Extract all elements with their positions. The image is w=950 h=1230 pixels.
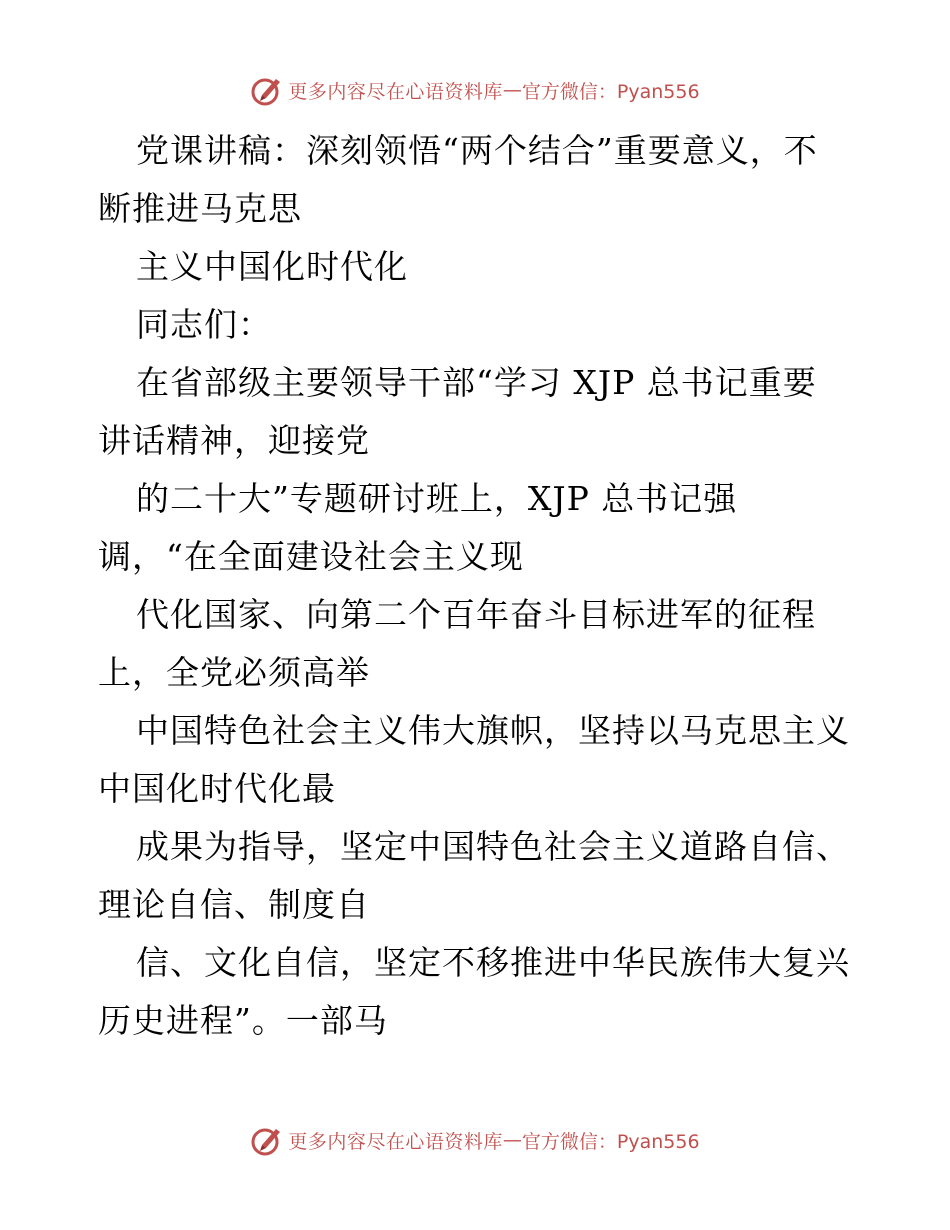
watermark-contact: 官方微信：Pyan556: [521, 80, 700, 103]
body-line: 成果为指导，坚定中国特色社会主义道路自信、: [136, 827, 850, 866]
body-line: 历史进程”。一部马: [98, 1001, 388, 1040]
body-line: 讲话精神，迎接党: [98, 421, 370, 460]
document-body: [98, 122, 858, 1050]
body-line: 理论自信、制度自: [98, 885, 370, 924]
body-line: 调，“在全面建设社会主义现: [98, 537, 524, 576]
watermark-separator: —: [502, 79, 522, 101]
body-line: 的二十大”专题研讨班上，XJP 总书记强: [136, 479, 738, 518]
footer-watermark: [0, 1120, 950, 1160]
header-watermark: [0, 70, 950, 110]
body-line: 中国特色社会主义伟大旗帜，坚持以马克思主义: [136, 711, 850, 750]
watermark-site-text: 更多内容尽在心语资料库: [288, 1130, 503, 1153]
watermark-contact: 官方微信：Pyan556: [521, 1130, 700, 1153]
body-line: 信、文化自信，坚定不移推进中华民族伟大复兴: [136, 943, 850, 982]
salutation: 同志们：: [136, 305, 272, 344]
body-line: 上，全党必须高举: [98, 653, 370, 692]
pen-nib-circle-icon: [250, 73, 284, 107]
body-line: 代化国家、向第二个百年奋斗目标进军的征程: [136, 595, 816, 634]
title-line-1: 党课讲稿：深刻领悟“两个结合”重要意义，不: [136, 131, 818, 170]
pen-nib-circle-icon: [250, 1123, 284, 1157]
title-line-2: 断推进马克思: [98, 189, 302, 228]
watermark-site-text: 更多内容尽在心语资料库: [288, 80, 503, 103]
body-line: 在省部级主要领导干部“学习 XJP 总书记重要: [136, 363, 817, 402]
body-line: 中国化时代化最: [98, 769, 336, 808]
title-line-3: 主义中国化时代化: [136, 247, 408, 286]
watermark-separator: —: [502, 1129, 522, 1151]
